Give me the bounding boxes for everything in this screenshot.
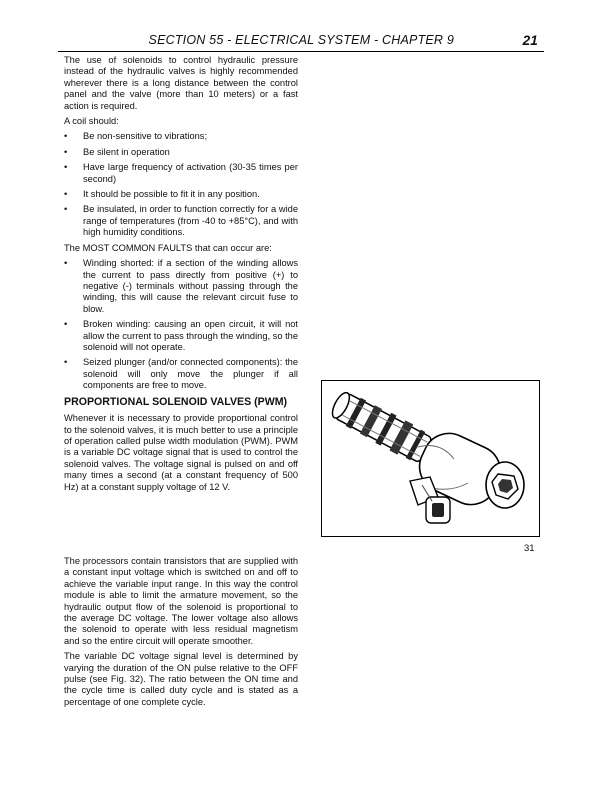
list-item: • Be silent in operation: [64, 146, 170, 157]
bullet-icon: •: [64, 146, 68, 157]
header-divider: [58, 51, 544, 52]
bullet-icon: •: [64, 189, 68, 200]
list-item: • Be insulated, in order to function correctly for a wide range of temperatures (from -40 to +85°C), and with high humidity conditions.: [64, 204, 298, 238]
list-item: • Seized plunger (and/or connected components): the solenoid will only move the plunger if all components are free to move.: [64, 357, 298, 391]
bullet-icon: •: [64, 162, 68, 173]
page-number: 21: [522, 33, 538, 48]
page-header: [58, 33, 544, 49]
section-title: SECTION 55 - ELECTRICAL SYSTEM - CHAPTER 9: [148, 33, 454, 47]
intro-paragraph: The use of solenoids to control hydraulic pressure instead of the hydraulic valves is highly recommended wherever there is a long distance between the control panel and the valve (more than 10 meters) or a fast action is required.: [64, 55, 298, 111]
bullet-icon: •: [64, 357, 68, 368]
lower-text-column: [64, 556, 298, 708]
coil-requirements-list: [64, 131, 298, 238]
figure-number: 31: [524, 543, 535, 554]
pwm-heading: PROPORTIONAL SOLENOID VALVES (PWM): [64, 395, 288, 408]
list-item: • It should be possible to fit it in any position.: [64, 189, 260, 200]
solenoid-valve-illustration-icon: [322, 381, 539, 536]
bullet-icon: •: [64, 131, 68, 142]
figure-31-frame: [321, 380, 540, 537]
faults-intro: The MOST COMMON FAULTS that can occur are:: [64, 242, 272, 253]
bullet-icon: •: [64, 319, 68, 330]
processors-paragraph: The processors contain transistors that are supplied with a constant input voltage which is switched on and off to achieve the variable input range. In this way the control module is able to limit the armature movement, so the hydraulic output flow of the solenoid is proportional to the average DC voltage. The lower voltage also allows the solenoid to operate with less residual magnetism and so the entire circuit will operate smoother.: [64, 556, 298, 646]
list-item: • Have large frequency of activation (30-35 times per second): [64, 162, 298, 184]
bullet-icon: •: [64, 204, 68, 215]
pwm-paragraph: Whenever it is necessary to provide proportional control to the solenoid valves, it is much better to use a principle of operation called pulse width modulation (PWM). PWM is a variable DC voltage signal that is used to control the solenoid valves. The voltage signal is pulsed on and off many times a second (at a constant frequency of 500 Hz) at a constant supply voltage of 12 V.: [64, 413, 298, 492]
duty-cycle-paragraph: The variable DC voltage signal level is determined by varying the duration of the ON pulse relative to the OFF pulse (see Fig. 32). The ratio between the ON time and the cycle time is called duty cycle and is stated as a percentage of one complete cycle.: [64, 651, 298, 707]
coil-intro: A coil should:: [64, 116, 119, 127]
main-text-column: [64, 55, 298, 493]
faults-list: [64, 258, 298, 391]
list-item: • Be non-sensitive to vibrations;: [64, 131, 208, 142]
list-item: • Broken winding: causing an open circuit, it will not allow the current to pass through the winding, so the solenoid will not operate.: [64, 319, 298, 352]
list-item: • Winding shorted: if a section of the winding allows the current to pass directly from positive (+) to negative (-) terminals without passing through the winding, this will cause the relevant circuit fuse to blow.: [64, 258, 298, 314]
bullet-icon: •: [64, 258, 68, 269]
